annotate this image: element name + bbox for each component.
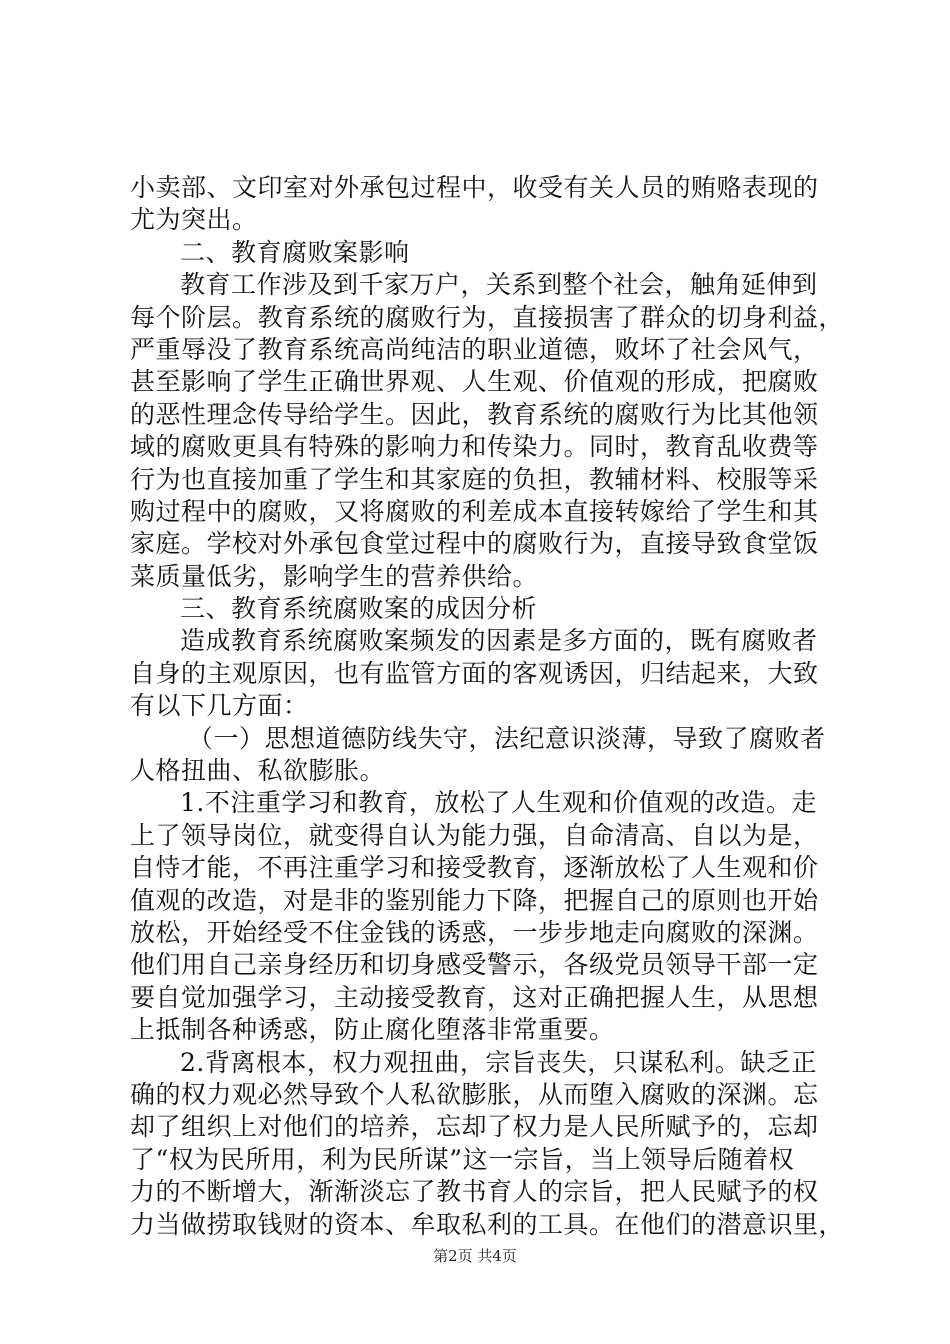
text-line: 上了领导岗位，就变得自认为能力强，自命清高、自以为是， [130,820,819,850]
text-line: 自恃才能，不再注重学习和接受教育，逐渐放松了人生观和价 [130,853,819,883]
text-line: 教育工作涉及到千家万户，关系到整个社会，触角延伸到 [180,270,818,300]
text-line: 值观的改造，对是非的鉴别能力下降，把握自己的原则也开始 [130,885,819,915]
text-line: 的恶性理念传导给学生。因此，教育系统的腐败行为比其他领 [130,399,819,429]
text-line: 有以下几方面： [130,691,309,721]
text-line: 造成教育系统腐败案频发的因素是多方面的，既有腐败者 [180,626,818,656]
text-line: 小卖部、文印室对外承包过程中，收受有关人员的贿赂表现的 [130,173,819,202]
text-line: 他们用自己亲身经历和切身感受警示，各级党员领导干部一定 [130,950,819,980]
text-line: 放松，开始经受不住金钱的诱惑，一步步地走向腐败的深渊。 [130,917,819,947]
text-line: 2.背离根本，权力观扭曲，宗旨丧失，只谋私利。缺乏正 [180,1047,817,1077]
text-line: 力当做捞取钱财的资本、牟取私利的工具。在他们的潜意识里， [130,1209,845,1239]
document-body [130,172,845,1241]
text-line: 1.不注重学习和教育，放松了人生观和价值观的改造。走 [180,788,817,818]
text-line: 三、教育系统腐败案的成因分析 [180,594,538,624]
text-line: 尤为突出。 [130,205,258,235]
text-line: 甚至影响了学生正确世界观、人生观、价值观的形成，把腐败 [130,367,819,397]
text-line: 上抵制各种诱惑，防止腐化堕落非常重要。 [130,1015,615,1045]
text-line: 力的不断增大，渐渐淡忘了教书育人的宗旨，把人民赋予的权 [130,1177,819,1207]
text-line: 却了组织上对他们的培养，忘却了权力是人民所赋予的，忘却 [130,1112,819,1142]
text-line: 自身的主观原因，也有监管方面的客观诱因，归结起来，大致 [130,658,819,688]
text-line: 确的权力观必然导致个人私欲膨胀，从而堕入腐败的深渊。忘 [130,1079,819,1109]
page-indicator: 第2页 共4页 [433,1247,517,1265]
text-line: 菜质量低劣，影响学生的营养供给。 [130,561,539,591]
text-line: 域的腐败更具有特殊的影响力和传染力。同时，教育乱收费等 [130,432,819,462]
text-line: 家庭。学校对外承包食堂过程中的腐败行为，直接导致食堂饭 [130,529,819,559]
text-line: 了“权为民所用，利为民所谋”这一宗旨，当上领导后随着权 [130,1144,795,1174]
text-line: 二、教育腐败案影响 [180,237,410,267]
text-line: 每个阶层。教育系统的腐败行为，直接损害了群众的切身利益， [130,302,845,332]
text-line: 人格扭曲、私欲膨胀。 [130,756,386,786]
page-footer [0,1245,950,1266]
text-line: 行为也直接加重了学生和其家庭的负担，教辅材料、校服等采 [130,464,819,494]
text-line: （一）思想道德防线失守，法纪意识淡薄，导致了腐败者 [188,723,826,753]
text-line: 购过程中的腐败，又将腐败的利差成本直接转嫁给了学生和其 [130,496,819,526]
text-line: 要自觉加强学习，主动接受教育，这对正确把握人生，从思想 [130,982,819,1012]
text-line: 严重辱没了教育系统高尚纯洁的职业道德，败坏了社会风气， [130,334,819,364]
